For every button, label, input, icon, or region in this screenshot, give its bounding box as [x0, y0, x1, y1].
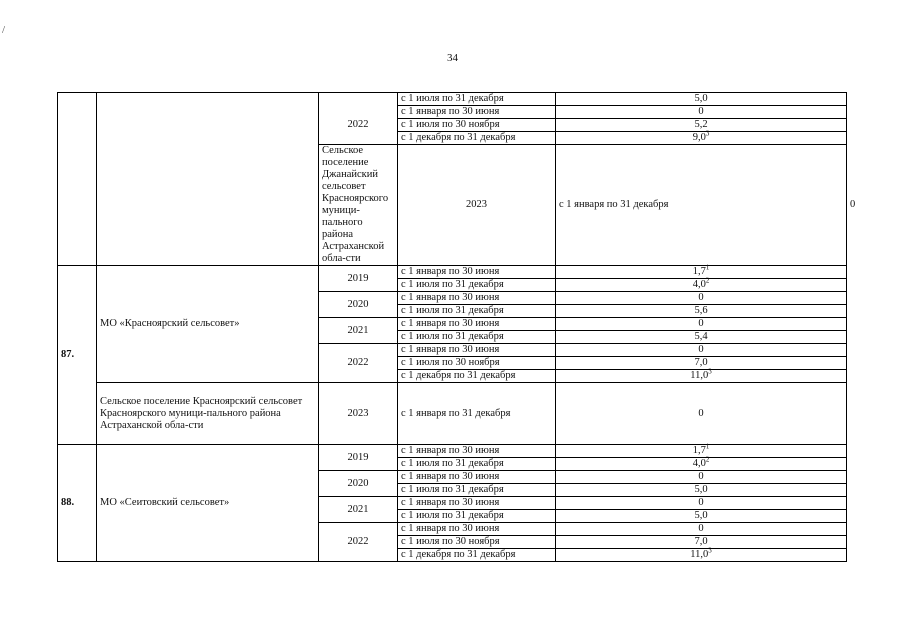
- year-cell: 2023: [319, 383, 398, 445]
- year-cell: 2023: [398, 145, 556, 266]
- value-cell: 0: [556, 523, 847, 536]
- period-cell: с 1 июля по 31 декабря: [398, 510, 556, 523]
- value-cell: 5,2: [556, 119, 847, 132]
- table-row: [58, 383, 847, 445]
- value-cell: 0: [556, 318, 847, 331]
- period-cell: с 1 января по 30 июня: [398, 292, 556, 305]
- value-cell: 0: [556, 471, 847, 484]
- table-row: [58, 445, 847, 458]
- value-cell: 11,0$^3$: [556, 370, 847, 383]
- value-cell: 5,6: [556, 305, 847, 318]
- table-row: [58, 93, 847, 106]
- value-cell: 0: [556, 106, 847, 119]
- year-cell: 2020: [319, 292, 398, 318]
- year-cell: [319, 93, 398, 106]
- period-cell: с 1 января по 30 июня: [398, 497, 556, 510]
- value-cell: 0: [556, 497, 847, 510]
- settlement-name-cell: Сельское поселение Красноярский сельсовет Красноярского муници-пального района Астраханской обла-сти: [97, 383, 319, 445]
- entity-name-cell: МО «Красноярский сельсовет»: [97, 266, 319, 383]
- row-number-cell: 87.: [58, 266, 97, 445]
- period-cell: с 1 июля по 31 декабря: [398, 458, 556, 471]
- value-cell: $1,7^1$: [556, 445, 847, 458]
- year-cell: 2022: [319, 106, 398, 145]
- value-cell: 5,0: [556, 484, 847, 497]
- page-number: 34: [447, 52, 458, 64]
- period-cell: с 1 января по 31 декабря: [556, 145, 847, 266]
- year-cell: 2020: [319, 471, 398, 497]
- period-cell: с 1 июля по 30 ноября: [398, 119, 556, 132]
- settlement-name-cell: Сельское поселение Джанайский сельсовет Красноярского муници-пального района Астраханской обла-сти: [319, 145, 398, 266]
- year-cell: 2019: [319, 445, 398, 471]
- value-cell: 0: [556, 344, 847, 357]
- value-cell: 7,0: [556, 536, 847, 549]
- value-cell: $9,0^3$: [556, 132, 847, 145]
- value-cell: 11,0$^3$: [556, 549, 847, 562]
- tariff-table: [57, 92, 856, 562]
- year-cell: 2022: [319, 523, 398, 562]
- period-cell: с 1 января по 30 июня: [398, 318, 556, 331]
- period-cell: с 1 июля по 31 декабря: [398, 93, 556, 106]
- year-cell: 2019: [319, 266, 398, 292]
- period-cell: с 1 июля по 31 декабря: [398, 331, 556, 344]
- value-cell: $4,0^2$: [556, 458, 847, 471]
- entity-name-cell: МО «Сеитовский сельсовет»: [97, 445, 319, 562]
- table-row: [58, 266, 847, 279]
- period-cell: с 1 июля по 30 ноября: [398, 357, 556, 370]
- period-cell: с 1 января по 30 июня: [398, 445, 556, 458]
- value-cell: 0: [556, 383, 847, 445]
- period-cell: с 1 июля по 31 декабря: [398, 279, 556, 292]
- row-number-cell: 88.: [58, 445, 97, 562]
- year-cell: 2021: [319, 497, 398, 523]
- year-cell: 2021: [319, 318, 398, 344]
- table-row: Сельское поселение Джанайский сельсовет Красноярского муници-пального района Астраханской обла-сти 2023 с 1 января по 31 декабря 0: [58, 145, 847, 266]
- value-cell: $1,7^1$: [556, 266, 847, 279]
- period-cell: с 1 января по 30 июня: [398, 523, 556, 536]
- period-cell: с 1 января по 30 июня: [398, 471, 556, 484]
- entity-name-cell: [97, 93, 319, 266]
- period-cell: с 1 января по 30 июня: [398, 344, 556, 357]
- value-cell: 7,0: [556, 357, 847, 370]
- period-cell: с 1 января по 30 июня: [398, 106, 556, 119]
- value-cell: 5,0: [556, 93, 847, 106]
- period-cell: с 1 января по 30 июня: [398, 266, 556, 279]
- period-cell: с 1 декабря по 31 декабря: [398, 370, 556, 383]
- period-cell: с 1 июля по 31 декабря: [398, 484, 556, 497]
- year-cell: 2022: [319, 344, 398, 383]
- period-cell: с 1 июля по 30 ноября: [398, 536, 556, 549]
- value-cell: 0: [556, 292, 847, 305]
- period-cell: с 1 декабря по 31 декабря: [398, 132, 556, 145]
- corner-mark: /: [2, 24, 6, 36]
- row-number-cell: [58, 93, 97, 266]
- value-cell: 5,0: [556, 510, 847, 523]
- value-cell: $4,0^2$: [556, 279, 847, 292]
- value-cell: 5,4: [556, 331, 847, 344]
- period-cell: с 1 июля по 31 декабря: [398, 305, 556, 318]
- period-cell: с 1 января по 31 декабря: [398, 383, 556, 445]
- period-cell: с 1 декабря по 31 декабря: [398, 549, 556, 562]
